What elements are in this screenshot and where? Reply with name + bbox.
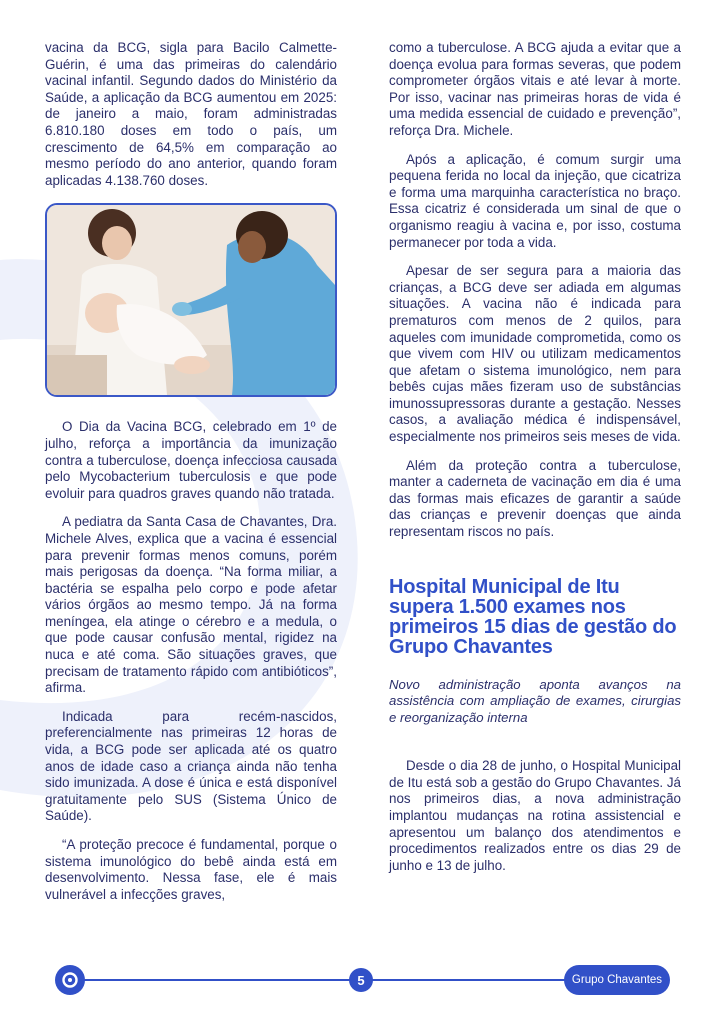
paragraph: vacina da BCG, sigla para Bacilo Calmette-Guérin, é uma das primeiras do calendário vacinal infantil. Segundo dados do Ministério da Saúde, a aplicação da BCG aumentou em 2025: de janeiro a maio, foram administradas 6.810.180 doses em todo o país, um crescimento de 64,5% em comparação ao mesmo período do ano anterior, quando foram aplicadas 4.138.760 doses. xyxy=(45,40,337,188)
paragraph: A pediatra da Santa Casa de Chavantes, Dra. Michele Alves, explica que a vacina é essencial para prevenir formas menos comuns, porém mais perigosas da doença. “Na forma miliar, a bactéria se espalha pelo corpo e pode afetar vários órgãos ao mesmo tempo. Já na forma meníngea, ela atinge o cérebro e a medula, o que pode causar confusão mental, rigidez na nuca e até coma. São situações graves, que precisam de tratamento rápido com antibióticos”, afirma. xyxy=(45,514,337,696)
left-column xyxy=(45,40,337,915)
footer-rule xyxy=(79,979,580,981)
article-subhead: Novo administração aponta avanços na assistência com ampliação de exames, cirurgias e reorganização interna xyxy=(389,676,681,725)
paragraph: Desde o dia 28 de junho, o Hospital Municipal de Itu está sob a gestão do Grupo Chavantes. Já nos primeiros dias, a nova administração implantou mudanças na rotina assistencial e apresentou um balanço dos atendimentos e procedimentos realizados entre os dias 29 de junho e 13 de julho. xyxy=(389,758,681,873)
page-footer xyxy=(55,963,670,997)
paragraph: Indicada para recém-nascidos, preferencialmente nas primeiras 12 horas de vida, a BCG pode ser aplicada até os quatro anos de idade caso a criança ainda não tenha sido imunizada. A dose é única e está disponível gratuitamente pelo SUS (Sistema Único de Saúde). xyxy=(45,708,337,824)
right-column xyxy=(389,40,681,886)
article-headline: Hospital Municipal de Itu supera 1.500 exames nos primeiros 15 dias de gestão do Grupo Chavantes xyxy=(389,575,677,658)
paragraph: “A proteção precoce é fundamental, porque o sistema imunológico do bebê ainda está em desenvolvimento. Nessa fase, ele é mais vulnerável a infecções graves, xyxy=(45,837,337,902)
vaccination-photo xyxy=(45,203,337,397)
paragraph: Apesar de ser segura para a maioria das crianças, a BCG deve ser adiada em algumas situações. A vacina não é indicada para prematuros com menos de 2 quilos, para aqueles com imunidade comprometida, como os que vivem com HIV ou utilizam medicamentos que afetam o sistema imunológico, nem para bebês cujas mães fizeram uso de substâncias imunossupressoras durante a gestação. Nesses casos, a avaliação médica é indispensável, especialmente nos primeiros seis meses de vida. xyxy=(389,263,681,445)
page-number: 5 xyxy=(349,968,373,992)
paragraph: Após a aplicação, é comum surgir uma pequena ferida no local da injeção, que cicatriza e forma uma marquinha característica no braço. Essa cicatriz é considerada um sinal de que o organismo reagiu à vacina e, por isso, costuma permanecer por toda a vida. xyxy=(389,151,681,250)
brand-logo-icon xyxy=(55,965,85,995)
brand-label: Grupo Chavantes xyxy=(564,965,670,995)
paragraph: Além da proteção contra a tuberculose, manter a caderneta de vacinação em dia é uma das formas mais eficazes de garantir a saúde das crianças e prevenir doenças que ainda representam riscos no país. xyxy=(389,457,681,540)
paragraph: como a tuberculose. A BCG ajuda a evitar que a doença evolua para formas severas, que podem comprometer órgãos vitais e até levar à morte. Por isso, vacinar nas primeiras horas de vida é uma medida essencial de cuidado e prevenção”, reforça Dra. Michele. xyxy=(389,40,681,138)
paragraph: O Dia da Vacina BCG, celebrado em 1º de julho, reforça a importância da imunização contra a tuberculose, doença infecciosa causada pelo Mycobacterium tuberculosis e que pode evoluir para quadros graves quando não tratada. xyxy=(45,419,337,501)
